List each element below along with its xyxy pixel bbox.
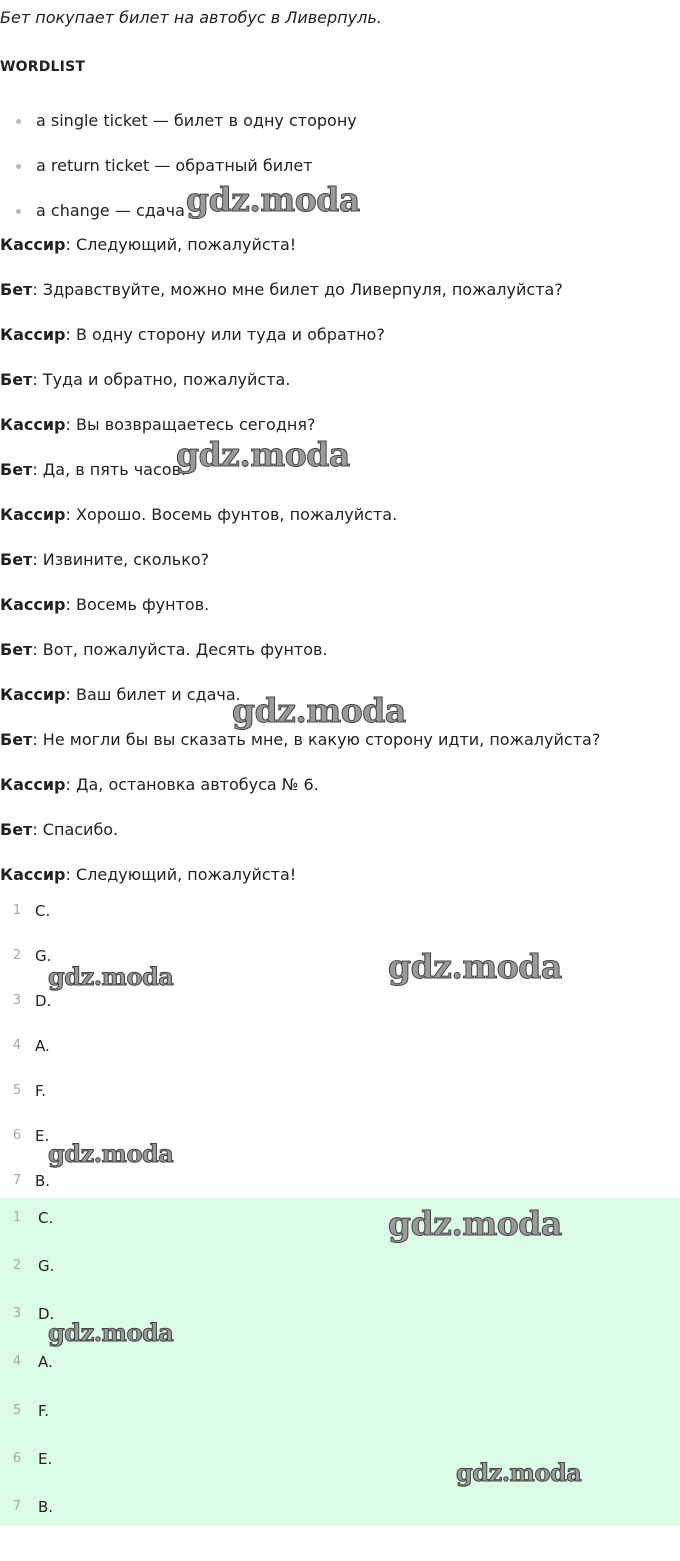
bullet-icon (16, 119, 21, 124)
speaker-name: Кассир (0, 235, 66, 254)
answer-number: 3 (12, 1306, 22, 1321)
dialogue-line (0, 730, 600, 750)
dialogue-line (0, 505, 397, 525)
answer-value: A. (35, 1037, 50, 1055)
answer-value: E. (38, 1450, 53, 1468)
watermark: gdz.moda (48, 962, 174, 991)
answer-number: 4 (12, 1354, 22, 1369)
answer-value: F. (38, 1402, 49, 1420)
dialogue-line (0, 640, 328, 660)
answer-number: 1 (12, 903, 22, 918)
watermark: gdz.moda (456, 1458, 582, 1487)
dialogue-text: : Следующий, пожалуйста! (65, 235, 297, 254)
dialogue-line (0, 820, 118, 840)
watermark: gdz.moda (232, 691, 406, 730)
answer-number: 5 (12, 1083, 22, 1098)
speaker-name: Кассир (0, 325, 66, 344)
speaker-name: Бет (0, 550, 33, 569)
watermark: gdz.moda (48, 1139, 174, 1168)
dialogue-text: : Да, остановка автобуса № 6. (65, 775, 319, 794)
speaker-name: Бет (0, 820, 33, 839)
answer-number: 2 (12, 948, 22, 963)
speaker-name: Кассир (0, 415, 66, 434)
answer-value: E. (35, 1127, 50, 1145)
dialogue-line (0, 550, 209, 570)
dialogue-text: : Здравствуйте, можно мне билет до Ливерпуля, пожалуйста? (32, 280, 563, 299)
dialogue-line (0, 370, 290, 390)
answer-number: 2 (12, 1258, 22, 1273)
speaker-name: Бет (0, 460, 33, 479)
wordlist-heading: WORDLIST (0, 59, 86, 75)
answer-value: C. (38, 1209, 54, 1227)
speaker-name: Бет (0, 280, 33, 299)
answer-value: F. (35, 1082, 46, 1100)
answer-value: D. (35, 992, 52, 1010)
answer-value: C. (35, 902, 51, 920)
speaker-name: Кассир (0, 685, 66, 704)
dialogue-line (0, 235, 296, 255)
watermark: gdz.moda (48, 1318, 174, 1347)
dialogue-text: : Вы возвращаетесь сегодня? (65, 415, 316, 434)
dialogue-line (0, 460, 186, 480)
speaker-name: Бет (0, 370, 33, 389)
answer-value: G. (38, 1257, 55, 1275)
answer-value: A. (38, 1353, 53, 1371)
wordlist-item-text: a return ticket — обратный билет (36, 156, 313, 175)
answer-value: B. (38, 1498, 54, 1516)
dialogue-text: : Хорошо. Восемь фунтов, пожалуйста. (65, 505, 398, 524)
dialogue-text: : Спасибо. (32, 820, 119, 839)
dialogue-text: : Следующий, пожалуйста! (65, 865, 297, 884)
dialogue-text: : Да, в пять часов. (32, 460, 187, 479)
answer-number: 3 (12, 993, 22, 1008)
answer-number: 4 (12, 1038, 22, 1053)
dialogue-line (0, 415, 315, 435)
dialogue-line (0, 865, 296, 885)
speaker-name: Кассир (0, 595, 66, 614)
watermark: gdz.moda (388, 947, 562, 986)
bullet-icon (16, 164, 21, 169)
answer-number: 7 (12, 1499, 22, 1514)
dialogue-line (0, 685, 241, 705)
bullet-icon (16, 209, 21, 214)
dialogue-text: : Вот, пожалуйста. Десять фунтов. (32, 640, 328, 659)
speaker-name: Бет (0, 730, 33, 749)
wordlist-item-text: a change — сдача (36, 201, 185, 220)
watermark: gdz.moda (388, 1204, 562, 1243)
answer-number: 6 (12, 1128, 22, 1143)
speaker-name: Кассир (0, 775, 66, 794)
speaker-name: Кассир (0, 505, 66, 524)
dialogue-text: : В одну сторону или туда и обратно? (65, 325, 385, 344)
answer-value: B. (35, 1172, 51, 1190)
answer-number: 6 (12, 1451, 22, 1466)
dialogue-text: : Ваш билет и сдача. (65, 685, 241, 704)
answer-number: 1 (12, 1210, 22, 1225)
dialogue-text: : Восемь фунтов. (65, 595, 210, 614)
speaker-name: Бет (0, 640, 33, 659)
dialogue-text: : Туда и обратно, пожалуйста. (32, 370, 291, 389)
speaker-name: Кассир (0, 865, 66, 884)
answer-number: 7 (12, 1173, 22, 1188)
intro-text: Бет покупает билет на автобус в Ливерпуль. (0, 8, 382, 27)
dialogue-line (0, 775, 319, 795)
dialogue-line (0, 280, 563, 300)
dialogue-text: : Не могли бы вы сказать мне, в какую сторону идти, пожалуйста? (32, 730, 601, 749)
answer-value: D. (38, 1305, 55, 1323)
wordlist-item-text: a single ticket — билет в одну сторону (36, 111, 357, 130)
watermark: gdz.moda (186, 180, 360, 219)
dialogue-line (0, 595, 209, 615)
answer-number: 5 (12, 1403, 22, 1418)
dialogue-text: : Извините, сколько? (32, 550, 210, 569)
answer-value: G. (35, 947, 52, 965)
watermark: gdz.moda (176, 435, 350, 474)
dialogue-line (0, 325, 385, 345)
